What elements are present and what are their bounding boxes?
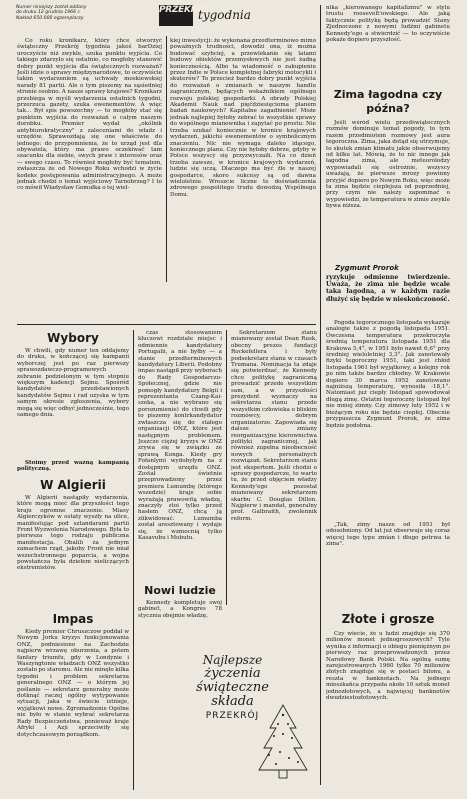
impas-body: Kiedy premier Chruszczow poddał w Nowym Jorku kryzys funkcjonowania ONZ, podniesiono na Zachodzie najpierw wrzawę oburzenia, a potem fanfary triumfu, gdy w Londynie i Waszyngtonie władzach ONZ wszystko zostało po staremu. Ale nie minęło kilka tygodni i problem sekretarza generalnego ONZ — o którym jej poślanie — sekretarz generalny może dotknąć raczej ogólny wytypowanie sytuacji, jaka w świecie istnieje, wyjątkowi nowe. Zgromadzenie Ogólne nie było w stanie wybrać sekretarza Rady Bezpieczeństwa, ponieważ kraje Afryki i Azji sprzeciwiły się dotychczasowym porządkom.: [17, 629, 129, 738]
heading-wybory: Wybory: [47, 331, 99, 345]
zima-body-2: Pogoda tegorocznego listopada wykazuje analogie także z pogodą listopada 1951. Ówczesna temperatura przekroczyła średnią temperatura listopada 1951 dla Krakowa 5,4°, w 1951 było nawet 6,6° przy średniej wieloletniej 3,3°. Jak zanotowały fizyki tegoroczny 1951, taki jest chłód listopada 1961 był wyjątkowy, a kolejny rok po nim także bardzo chłodny. W Krakowie dopiero 30 marca 1952 zanotowano najniższą temperaturę, wynosiła -18,1°. Natomiast już ciepły listopad spowodował długą zimę. Ostatni tegoroczny listopad był nie mniej zimny. Czy zimowy luty 1952 i w bieżącym roku nie będzie ciepłej. Obecnie przypuszcza Zygmunt Prorok, że zima będzie podobna.: [326, 320, 450, 429]
zima-quote: ryzykuje odmienne twierdzenie. Uważa, że zima nie będzie wcale taka łagodna, a w każdym razie dłużyć się będzie w nieskończoność.: [326, 274, 450, 303]
christmas-tree-icon: [256, 700, 311, 780]
wybory-body: W chwili, gdy numer ten oddajemy do druku, w kończącej się kampanii wyborczej jest po raz pierwszy sprawozdawczo-programowych zebranie podzielonym w tym stopniu większym kadencji Sejmu. Spośród kandydatów przedstawionych kandydatów Sejmu i rad uzyska w tym samym okresie zgłoszenia, wybory mogą się więc odbyć jednocześnie, tego samego dnia.: [17, 348, 129, 419]
zlote-body: Czy wiecie, że u ludzi znajduje się 370 milionów monet jednogroszowych? Tyle wynika z informacji o obiegu pieniężnym po pierwszy raz przeprowadzonych przez Narodowy Bank Polski. Na ogólną sumę zarejestrowanych 1960 tylko 70 milionów złotych znajduje się w postaci bilonu, a reszta w banknotach. Na jednego mieszkańca przypada około 10 sztuk monet jednozłotowych, a najwięcej banknotów dwudziestozłotowych.: [326, 631, 450, 702]
heading-impas: Impas: [52, 612, 94, 626]
wybory-note: Stoimy przed ważną kampanią polityczną.: [17, 460, 129, 473]
greeting-line: składa: [211, 694, 254, 709]
heading-zlote-i-grosze: Złote i grosze: [341, 612, 435, 626]
intro-column-1: Co roku kronikarz, który chce otworzyć świąteczny Przekrój tygodnia jakoś barDziej uroczyście niż zwykle, szuka punktu wyjścia. Co takiego zdarzyło się ostatnio, co mogłoby stanowić dobry punkt wyjścia dla świątecznych rozważań? Jeśli idzie o sprawy międzynarodowe, to oczywiście takim wydarzeniem są uchwały moskiewskiej narady 81 partii. Ale o tym piszemy na sąsiedniej stronie osobno. A nasze sprawy krajowe? Kronikarz przebiega w myśli wydarzenia ostatnich tygodni, przerzuca gazety, szuka ewenementów. A więc tak... Był spis powszechny — to mogłoby stać się punktem wyjścia do rozważań o całym naszym dorobku. Premier wydał „okólnik antybiurokratyczny" z zaleceniami do władz i urzędów. Sprawozdają się one właściwie do jednego: do przypomnienia, że to urząd jest dla obywatela, który ma prawo oczekiwać tam szacunku dla siebie, swych praw i interesów oraz — swego czasu. To również mogłoby być tematem, zwłaszcza że od Nowego Roku wchodzi w życie kodeks postępowania administracyjnego. A może jednak chodzi o temat wyjściowy Tarnobrzeg? I to co mówił Władysław Gomułka o tej wiel-: [17, 38, 162, 192]
imprint: [16, 5, 148, 21]
column-divider: [320, 5, 321, 785]
kongo-column-2: Sekretarzem stanu mianowany został Dean Rusk, obecny prezes fundacji Rockefellera i były podsekretarz stanu w czasach Trumana. Nominacja ta zdaje się potwierdzać, że Kennedy chce politykę zagraniczną prowadzić przede wszystkim sam, a w przyszłości prezydent wyznaczy na sekretarza stanu przede wszystkim człowieka o bliskim rozmówcy, dobrym organizatorze. Zapowiada się dalsze zmiany reorganizacyjne kierownictwa polityki zagranicznej, jak również zupełna nieobecność nowych personalnych rozwiązań. Sekretarzem stanu jest ekspertem. Jeśli chodzi o sprawy gospodarcze, to warto tu, że przed objęciem władzy Kennedy'ego pozostał mianowany sekretarzem skarbu C. Douglas Dillon. Najpierw i mandat, generalny prof. Galbraith, zwolennik reform.: [231, 330, 317, 522]
column-divider: [133, 330, 134, 790]
imprint-line: do druku 12 grudnia 1966 r.: [16, 10, 81, 16]
logo-text: PRZEKRÓJ: [159, 5, 208, 15]
nowi-ludzie-body: Kennedy kompletuje swój gabinet, a Kongres 78 stycznia obejmie władzę.: [138, 600, 222, 619]
heading-nowi-ludzie: Nowi ludzie: [144, 584, 216, 597]
imprint-line: Nakład 650.000 egzemplarzy.: [16, 15, 85, 21]
section-title-tygodnia: tygodnia: [198, 8, 251, 22]
zima-body: Jeśli wśród wielu przedświątecznych rozmów dominuje temat pogody, to tym razem przedmiotem rozmowy jest aura tegoroczna. Zima, jaka dotąd się utrzymuje, to skutek zmian klimatu jakie obserwujemy od kilku lat. Mówią, że to nic innego jak łagodna zima, ale meteorolodzy wypowiadali się ostrożnie, wszyscy uważają, że pierwsze mrozy powinny przyjść dopiero po Nowym Roku, więc może ta zima będzie cieplejsza od poprzedniej, przy czym nie należy zapominać o wypowiedzi, że temperatura w zimie zwykle bywa niższa.: [326, 120, 450, 210]
greeting-line: świąteczne: [196, 680, 269, 695]
section-divider: [17, 324, 316, 325]
intro-column-2: kiej inwestycji: że wykonana przedterminowo mimo poważnych trudności, dowodzi ona, iż można budować szybciej, a przewlekanie się latami budowy obiektów przemysłowych nie jest żadną koniecznością. Albo ta wiadomość o zakupieniu przez Indie w Polsce kompletnej fabryki motocykli i skuterów? To przecież bardzo dobry punkt wyjścia do rozważań o zmianach w naszym handlu zagranicznym, będących wskaźnikiem ogólnego rozwoju polskiej gospodarki. A obrady Polskiej Akademii Nauk nad pięćdziesięcioma planem badań naukowych? Kapitalne zagadnienie! Może jednak najlepiej byłoby zebrać te wszystkie sprawy do wspólnego mianownika i zapytać po prostu: Nie trzeba szukać koniecznie w kronice krajowych wydarzeń, jakichś ewenementów o symbolicznym znaczeniu. Nic nie wymaga daleko idącego, koniecznego planu. Czy nie byłoby dobrze, gdyby w Polsce wszyscy się przyzwyczaili. Na co dzień trzeba zawsze, w kronice krajowych wydarzeń, ludzie się uczą. Dlaczego ma być źle w naszej gospodarce, skoro sukcesy są od dawna wieloletnie. Wreszcie liczne te doświadczenia zdrowego pospolitego trudu dowodzą Wspólnego Domu.: [170, 38, 316, 198]
greeting-signature: PRZEKRÓJ: [205, 711, 260, 721]
algieria-body: W Algierii nastąpiły wydarzenia, które mogą mieć dla przyszłości tego kraju ogromne znaczenie. Miasy Algierczyków w ostaty wyszły na ulice, manifestując pod sztandarami partii Front Wyzwolenia Narodowego. Była to pierwsza tego rodzaju publiczna manifestacja. Obalili za jednym zamachem rząd, jakoby Front nie miał wszechstronnego poparcia, a wojna powstańcza była dziełem nieliczących ekstremistów.: [17, 495, 129, 572]
column-divider: [166, 36, 167, 282]
christmas-tree-illustration: [256, 700, 311, 780]
zima-byline: Zygmunt Prorok: [335, 264, 399, 272]
greeting-line: życzenia: [204, 666, 261, 681]
heading-zima: Zima łagodna czy późna?: [333, 88, 443, 115]
imprint-line: Numer niniejszy został oddany: [16, 5, 87, 10]
column-divider: [226, 330, 227, 605]
right-column-intro: nika „kierowanego kapitalizmu" w stylu trustu roosevelt'owskiego. Ale jaką faktycznie politykę będą prowadzić Stany Zjednoczone z nowymi ludźmi gabinetu Kennedy'ego a stwierdzić — to oczywiście pokaże dopiero przyszłość.: [326, 5, 450, 44]
heading-algieria: W Algierii: [40, 478, 106, 492]
przekroj-logo: [159, 5, 208, 26]
greeting-line: Najlepsze: [202, 653, 263, 667]
kongo-column-1: czas stosowaniem kluczowi rozdziale miejsc i odmiennie kandydatury Portugalii, a nie byłby — a stanie przedterminowych kandydatury Liberii. Podobny impas nastąpił przy wyborach do Rady Gospodarczo-Społecznej, gdzie nie pomogły kandydatury Belgii i reprezentanta Czang-Kai-szeka, a nie wybrano się porozumienie) do chwili gdy to piszemy kontrkandydatur zwłaszcza się do stałego organizacji ONZ, które jest następnym problemem. Jeszcze ciężej kryzys w ONZ zrywa się w związku ze sprawą Konga. Kiedy gry Fofanlymi wydobyłym na z dostępnym urzędu ONZ. Został świetnie przeprowadzony przez premiera Lumumbę (którego wszedzie) kraje sobie wyrażają prawowitą władzę, znaczyły stoi tylko przed hasłem ONZ, chcą ją zlikwidować. Lumumba został aresztowany i wydaje się, że wzmocnią tylko Kasavubu i Mobutu.: [138, 330, 222, 541]
zima-footnote: „Tak, zimy nasze od 1951 był odosobniony. Od lat już obserwuje się coraz więcej tego typu zmian i długo potrwa ta zima".: [326, 522, 450, 548]
